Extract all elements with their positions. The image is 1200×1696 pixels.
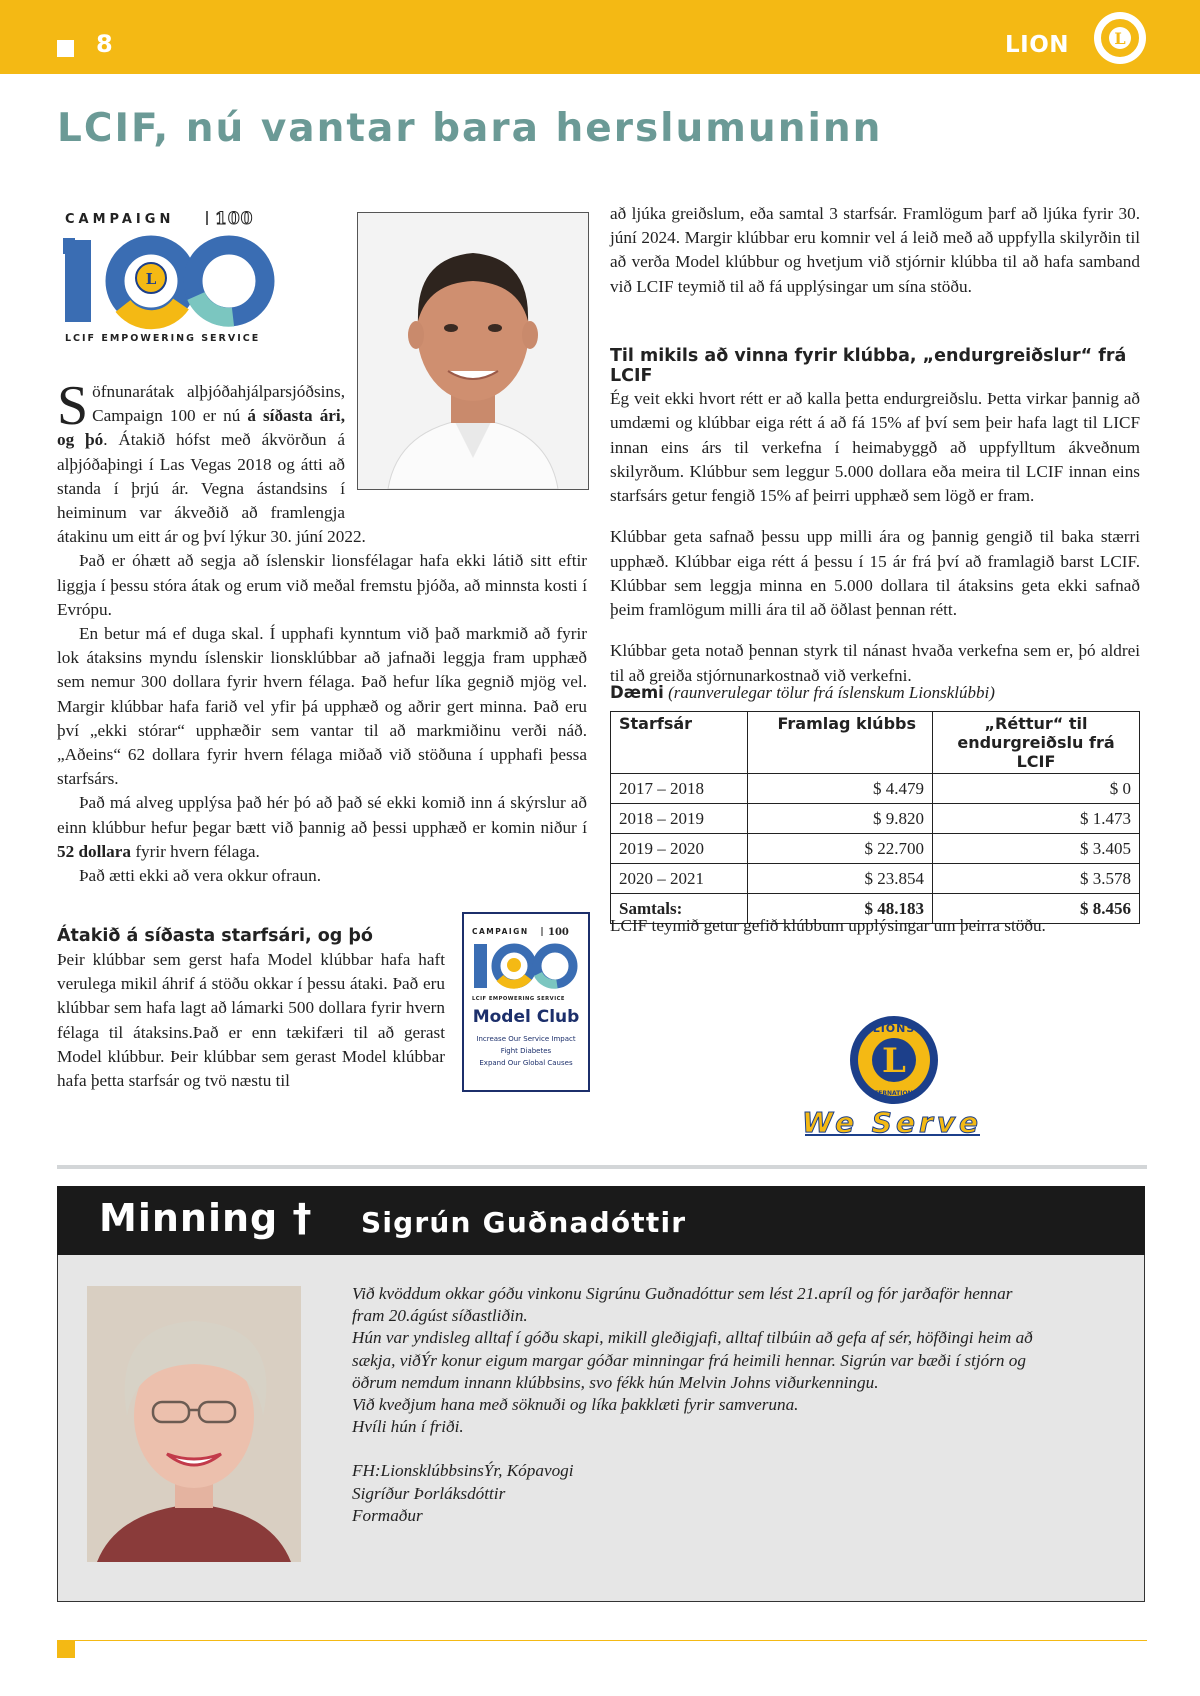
svg-text:LIONS: LIONS <box>872 1022 916 1035</box>
svg-text:100: 100 <box>548 927 569 938</box>
table-header-row <box>611 712 1140 774</box>
left-column <box>57 375 587 888</box>
svg-text:LCIF EMPOWERING SERVICE: LCIF EMPOWERING SERVICE <box>472 996 565 1002</box>
svg-text:Increase Our Service Impact: Increase Our Service Impact <box>476 1035 576 1043</box>
memorial-text <box>352 1283 1042 1527</box>
svg-text:INTERNATIONAL: INTERNATIONAL <box>866 1090 922 1097</box>
column-header: „Réttur“ til endurgreiðslu frá LCIF <box>933 712 1140 774</box>
memorial-line: Hvíli hún í friði. <box>352 1417 464 1437</box>
campaign-logo-tagline: LCIF EMPOWERING SERVICE <box>65 333 261 344</box>
column-header: Starfsár <box>611 712 748 774</box>
right-column-top <box>610 202 1140 299</box>
intro-paragraph: Söfnunarátak alþjóðahjálparsjóðsins, Campaign 100 er nú á síðasta ári, og þó. Átakið hófst með ákvörðun á alþjóðaþingi í Las Vegas 2018 og átti að standa í þrjú ár. Vegna ástandsins í heiminum var ákveðið að framlengja átakinu um eitt ár og því lýkur 30. júní 2022. <box>57 375 366 547</box>
page-number: 8 <box>96 30 113 58</box>
memorial-signature: Formaður <box>352 1505 423 1525</box>
table-row: 2019 – 2020 $ 22.700 $ 3.405 <box>611 834 1140 864</box>
footer-marker <box>57 1640 75 1658</box>
right-column-body <box>610 370 1140 705</box>
left-section-2 <box>57 926 445 1093</box>
memorial-line: Við kveðjum hana með söknuði og líka þakklæti fyrir samveruna. <box>352 1395 799 1415</box>
memorial-line: Hún var yndisleg alltaf í góðu skapi, mikill gleðigjafi, alltaf tilbúin að gefa af sér, höfðingi heim að sækja, viðÝr konur eigum margar góðar minningar frá heimili hennar. Sigrún var bæði í stjórn og öðrum nemdum innann klúbbsins, svo fékk hún Melvin Johns viðurkenningu. <box>352 1328 1033 1392</box>
paragraph: En betur má ef duga skal. Í upphafi kynntum við það markmið að fyrir lok átaksins myndu íslenskir lionsklúbbar að jafnaði leggja fram upphæð sem nemur 300 dollara fyrir hvern félaga. Það hefur líka gegnið mjög vel. Margir klúbbar hafa farið vel yfir þá upphæð og aðrir gert minna. Það eru því „ekki stórar“ upphæðir sem vantar til að markmiðinu verði náð. „Aðeins“ 62 dollara fyrir hvern félaga miðað við stöðuna í upphafi þessa starfsárs. <box>57 624 587 789</box>
subheading: Átakið á síðasta starfsári, og þó <box>57 926 373 946</box>
example-caption: Dæmi (raunverulegar tölur frá íslenskum Lionsklúbbi) <box>610 683 995 702</box>
campaign-100-logo <box>63 208 285 344</box>
svg-text:L: L <box>145 270 157 288</box>
lcif-note: LCIF teymið getur gefið klúbbum upplýsingar um þeirra stöðu. <box>610 916 1046 935</box>
campaign-logo-word: CAMPAIGN <box>65 212 175 227</box>
svg-text:Model Club: Model Club <box>472 1007 580 1027</box>
paragraph: Ég veit ekki hvort rétt er að kalla þetta endurgreiðslu. Þetta virkar þannig að umdæmi og klúbbar eiga rétt á að fá 15% af því sem þeir hafa lagt til LICF innan eins árs til verkefna í heimabyggð að uppfylltum ákveðnum skilyrðum. Klúbbur sem leggur 5.000 dollara eða meira til LCIF innan eins starfsárs getur fengið 15% af þeirri upphæð sem lögð er fram. <box>610 389 1140 505</box>
paragraph: Það ætti ekki að vera okkur ofraun. <box>79 866 321 886</box>
svg-text:L: L <box>1114 29 1126 48</box>
paragraph: Það er óhætt að segja að íslenskir lionsfélagar hafa ekki látið sitt eftir liggja í þessu stóra átak og erum við meðal fremstu þjóða, að minnsta kosti í Evrópu. <box>57 551 587 619</box>
svg-text:L: L <box>882 1041 906 1081</box>
memorial-line: Við kvöddum okkar góðu vinkonu Sigrúnu Guðnadóttur sem lést 21.apríl og fór jarðaför hennar fram 20.ágúst síðastliðin. <box>352 1284 1013 1326</box>
table-row: 2020 – 2021 $ 23.854 $ 3.578 <box>611 864 1140 894</box>
svg-text:CAMPAIGN: CAMPAIGN <box>472 927 529 936</box>
lions-we-serve-logo <box>800 1012 985 1138</box>
svg-text:We Serve: We Serve <box>801 1106 983 1138</box>
emphasis-last-year: á síðasta ári, og þó <box>57 406 345 450</box>
footer-line <box>57 1640 1147 1641</box>
section-divider <box>57 1165 1147 1169</box>
article-headline: LCIF, nú vantar bara herslumuninn <box>57 106 883 151</box>
column-header: Framlag klúbbs <box>748 712 933 774</box>
table-total-row: Samtals: $ 48.183 $ 8.456 <box>611 894 1140 924</box>
table-row: 2018 – 2019 $ 9.820 $ 1.473 <box>611 804 1140 834</box>
paragraph: Þeir klúbbar sem gerst hafa Model klúbbar hafa haft verulega mikil áhrif á stöðu okkar í þessu átaki. Það eru klúbbar sem hafa lagt að lámarki 500 dollara fyrir hvern félaga til átaksins.Það er enn tækifæri til að gerast Model klúbbur. Þeir klúbbar sem gerast Model klúbbar hafa þetta starfsár og tvö næstu til <box>57 950 445 1091</box>
model-club-badge <box>462 912 590 1092</box>
drop-cap: S <box>57 375 89 437</box>
memorial-title: Minning † <box>99 1196 313 1240</box>
page-marker <box>57 40 74 57</box>
memorial-signature: Sigríður Þorláksdóttir <box>352 1483 506 1503</box>
magazine-name: LION <box>1005 32 1070 58</box>
lions-emblem-icon <box>1092 10 1148 66</box>
svg-text:Fight Diabetes: Fight Diabetes <box>500 1047 552 1055</box>
svg-text:Expand Our Global Causes: Expand Our Global Causes <box>479 1059 573 1067</box>
paragraph: að ljúka greiðslum, eða samtal 3 starfsár. Framlögum þarf að ljúka fyrir 30. júní 2024. Margir klúbbar eru komnir vel á leið með að uppfylla skilyrðin til að verða Model klúbbur og hvetjum við stjórnir klúbba til að hafa samband við LCIF teymið til að fá upplýsingar um sína stöðu. <box>610 204 1140 296</box>
paragraph: Það má alveg upplýsa það hér þó að það sé ekki komið inn á skýrslur að einn klúbbur hefur þegar bætt við þannig að þessi upphæð er komin niður í 52 dollara fyrir hvern félaga. <box>57 793 587 861</box>
paragraph: Klúbbar geta notað þennan styrk til nánast hvaða verkefna sem er, þó aldrei til að greiða stjórnunarkostnað við verkefni. <box>610 641 1140 685</box>
emphasis-amount: 52 dollara <box>57 841 132 861</box>
campaign-logo-number: 100 <box>215 209 254 229</box>
paragraph: Klúbbar geta safnað þessu upp milli ára og þannig gengið til baka stærri upphæð. Klúbbar eiga rétt á þessu í 15 ár frá því að framlagið barst LCIF. Klúbbar sem leggja minna en 5.000 dollara til átaksins geta ekki safnað þeim framlögum milli ára til að öðlast þennan rétt. <box>610 527 1140 619</box>
memorial-name: Sigrún Guðnadóttir <box>361 1206 687 1239</box>
table-row: 2017 – 2018 $ 4.479 $ 0 <box>611 774 1140 804</box>
refund-example-table <box>610 711 1140 924</box>
memorial-photo <box>87 1286 301 1562</box>
subheading-refunds: Til mikils að vinna fyrir klúbba, „endurgreiðslur“ frá LCIF <box>610 346 1127 386</box>
memorial-signature: FH:LionsklúbbsinsÝr, Kópavogi <box>352 1461 574 1481</box>
